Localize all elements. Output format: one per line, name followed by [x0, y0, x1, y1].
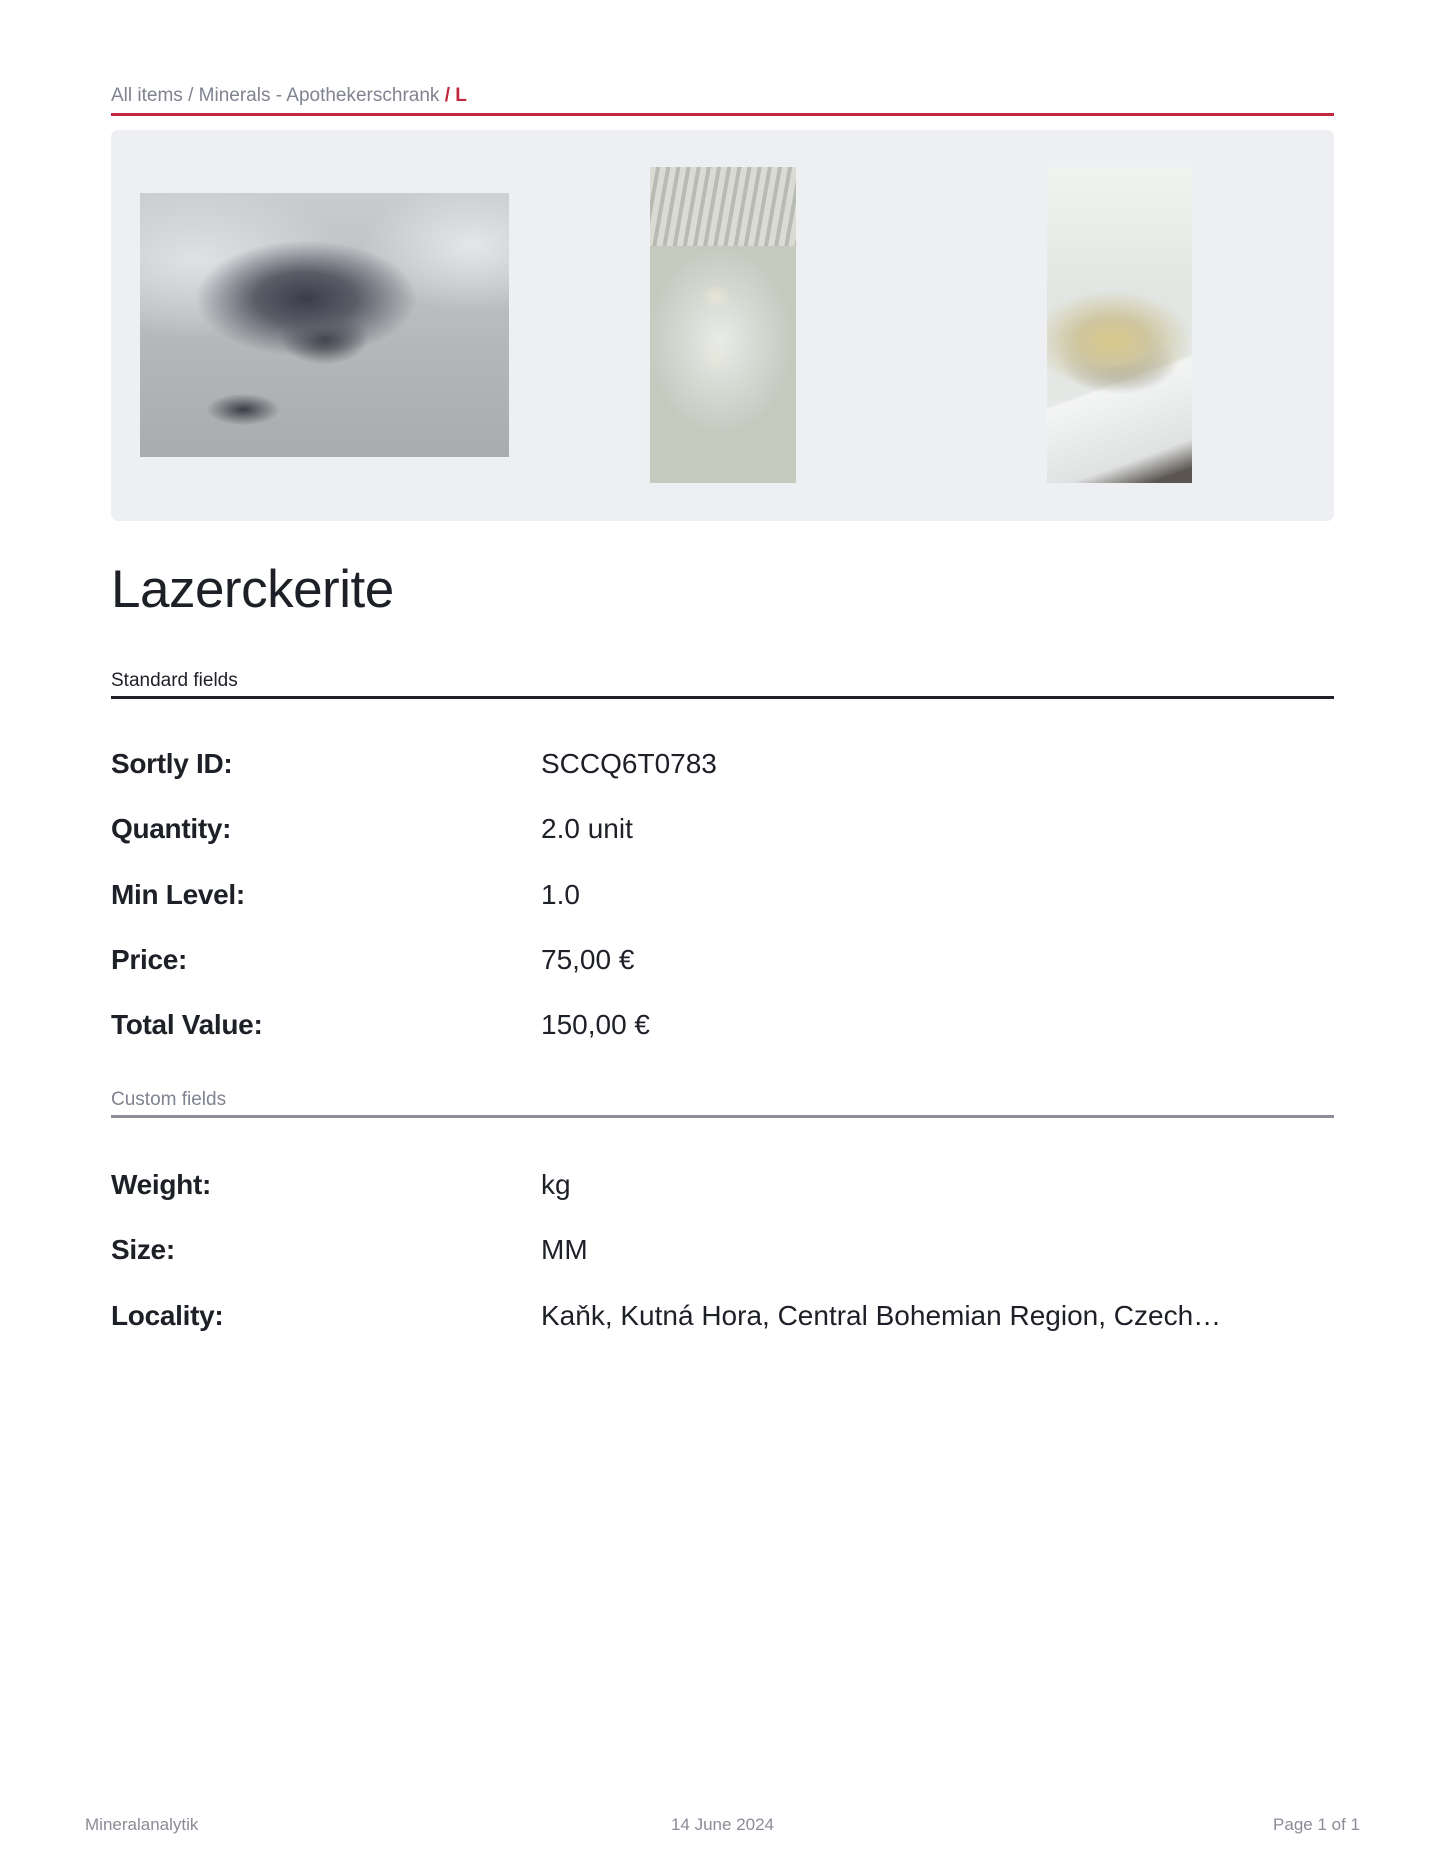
item-title: Lazerckerite [111, 560, 394, 619]
photo-1[interactable] [140, 193, 509, 457]
footer-date: 14 June 2024 [670, 1815, 775, 1834]
breadcrumb-current-separator: / [439, 85, 456, 106]
field-value: MM [541, 1234, 588, 1266]
field-value: SCCQ6T0783 [541, 748, 717, 779]
photo-3[interactable] [1047, 167, 1192, 483]
field-row-sortly-id [111, 747, 1334, 812]
section-heading-standard-fields: Standard fields [111, 670, 1334, 699]
breadcrumb-current: L [455, 85, 467, 106]
field-row-weight [111, 1168, 1334, 1233]
field-value: 150,00 € [541, 1009, 650, 1041]
field-value: Kaňk, Kutná Hora, Central Bohemian Region, Czech… [541, 1299, 1222, 1331]
field-label: Weight: [111, 1169, 212, 1200]
breadcrumb-item-all-items[interactable]: All items [111, 85, 183, 106]
standard-fields-list [111, 747, 1334, 1073]
field-label: Sortly ID: [111, 748, 233, 779]
field-value: 75,00 € [541, 943, 635, 975]
field-label: Total Value: [111, 1009, 263, 1041]
photo-2[interactable] [650, 167, 796, 483]
field-row-locality [111, 1299, 1334, 1364]
custom-fields-list [111, 1168, 1334, 1364]
section-heading-custom-fields: Custom fields [111, 1089, 1334, 1118]
field-label: Price: [111, 943, 188, 975]
field-value: kg [541, 1169, 571, 1200]
footer-company-name: Mineralanalytik [85, 1815, 199, 1834]
field-value: 2.0 unit [541, 813, 633, 845]
field-label: Size: [111, 1234, 175, 1266]
field-label: Locality: [111, 1299, 224, 1331]
breadcrumb [111, 84, 1334, 116]
breadcrumb-separator: / [182, 85, 199, 106]
breadcrumb-item-folder[interactable]: Minerals - Apothekerschrank [198, 85, 440, 106]
photo-gallery [111, 130, 1334, 521]
field-label: Quantity: [111, 813, 232, 845]
field-row-price [111, 943, 1334, 1008]
field-row-total-value [111, 1008, 1334, 1073]
field-row-min-level [111, 878, 1334, 943]
field-row-size [111, 1233, 1334, 1298]
field-row-quantity [111, 812, 1334, 877]
field-value: 1.0 [541, 878, 580, 910]
field-label: Min Level: [111, 878, 245, 910]
footer-page-number: Page 1 of 1 [1273, 1815, 1360, 1834]
